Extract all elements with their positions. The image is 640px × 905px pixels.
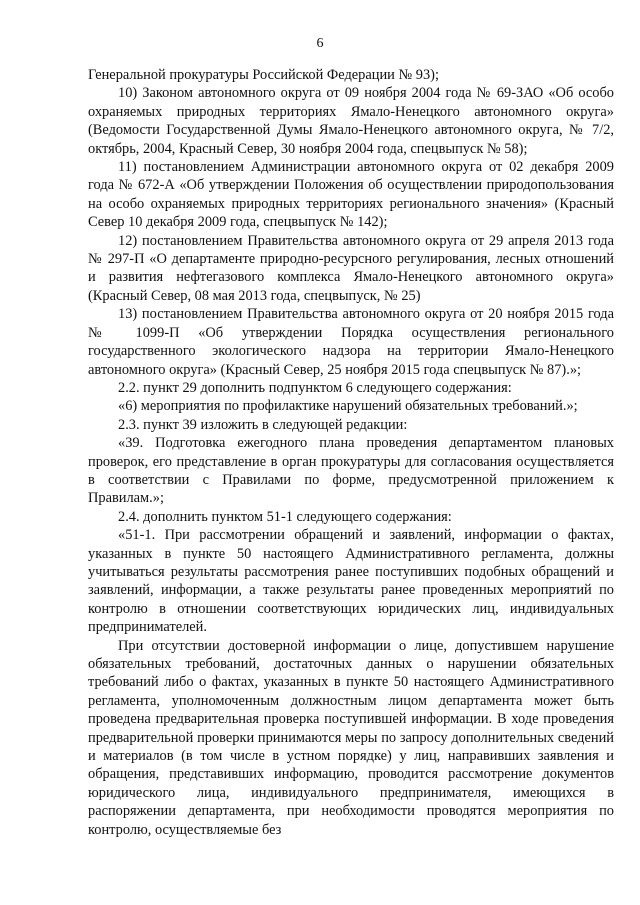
paragraph-2-2-quote: «6) мероприятия по профилактике нарушений обязательных требований.»; xyxy=(118,398,578,415)
paragraph-51-1-continued: При отсутствии достоверной информации о лице, допустившем нарушение обязательных требований, достаточных данных о нарушении обязательных требований либо о фактах, указанных в пункте 50 настоящего Административного регламента, уполномоченным должностным лицом департамента может быть проведена предварительная проверка поступившей информации. В ходе проведения предварительной проверки принимаются меры по запросу дополнительных сведений и материалов (в том числе в устном порядке) у лиц, направивших заявления и обращения, представивших информацию, проводится рассмотрение документов юридического лица, индивидуального предпринимателя, имеющихся в распоряжении департамента, при необходимости проводятся мероприятия по контролю, осуществляемые без xyxy=(88,637,614,838)
paragraph-2-4: 2.4. дополнить пунктом 51-1 следующего содержания: xyxy=(118,508,452,525)
paragraph-51-1: «51-1. При рассмотрении обращений и заявлений, информации о фактах, указанных в пункте 50 настоящего Административного регламента, должны учитываться результаты рассмотрения ранее поступивших подобных обращений и заявлений, информации, а также результаты ранее проведенных мероприятий по контролю в отношении соответствующих юридических лиц, индивидуальных предпринимателей. xyxy=(88,527,614,636)
paragraph-2-3: 2.3. пункт 39 изложить в следующей редакции: xyxy=(118,416,408,433)
document-body xyxy=(88,66,614,839)
paragraph-continuation: Генеральной прокуратуры Российской Федерации № 93); xyxy=(88,67,439,83)
paragraph-2-3-quote: «39. Подготовка ежегодного плана проведения департаментом плановых проверок, его представление в орган прокуратуры для согласования осуществляется в соответствии с Правилами по форме, предусмотренной приложением к Правилам.»; xyxy=(88,435,614,507)
paragraph-item-12: 12) постановлением Правительства автономного округа от 29 апреля 2013 года № 297-П «О департаменте природно-ресурсного регулирования, лесных отношений и развития нефтегазового комплекса Ямало-Ненецкого автономного округа» (Красный Север, 08 мая 2013 года, спецвыпуск, № 25) xyxy=(88,232,614,304)
paragraph-item-11: 11) постановлением Администрации автономного округа от 02 декабря 2009 года № 672-А «Об утверждении Положения об осуществлении природопользования на особо охраняемых природных территориях регионального значения» (Красный Север 10 декабря 2009 года, спецвыпуск № 142); xyxy=(88,159,614,231)
paragraph-item-10: 10) Законом автономного округа от 09 ноября 2004 года № 69-ЗАО «Об особо охраняемых природных территориях Ямало-Ненецкого автономного округа» (Ведомости Государственной Думы Ямало-Ненецкого автономного округа, № 7/2, октябрь, 2004, Красный Север, 30 ноября 2004 года, спецвыпуск № 58); xyxy=(88,85,614,157)
paragraph-2-2: 2.2. пункт 29 дополнить подпунктом 6 следующего содержания: xyxy=(118,379,512,396)
paragraph-item-13: 13) постановлением Правительства автономного округа от 20 ноября 2015 года № 1099-П «Об утверждении Порядка осуществления регионального государственного экологического надзора на территории Ямало-Ненецкого автономного округа» (Красный Север, 25 ноября 2015 года спецвыпуск № 87).»; xyxy=(88,306,614,378)
page-number: 6 xyxy=(316,36,324,51)
